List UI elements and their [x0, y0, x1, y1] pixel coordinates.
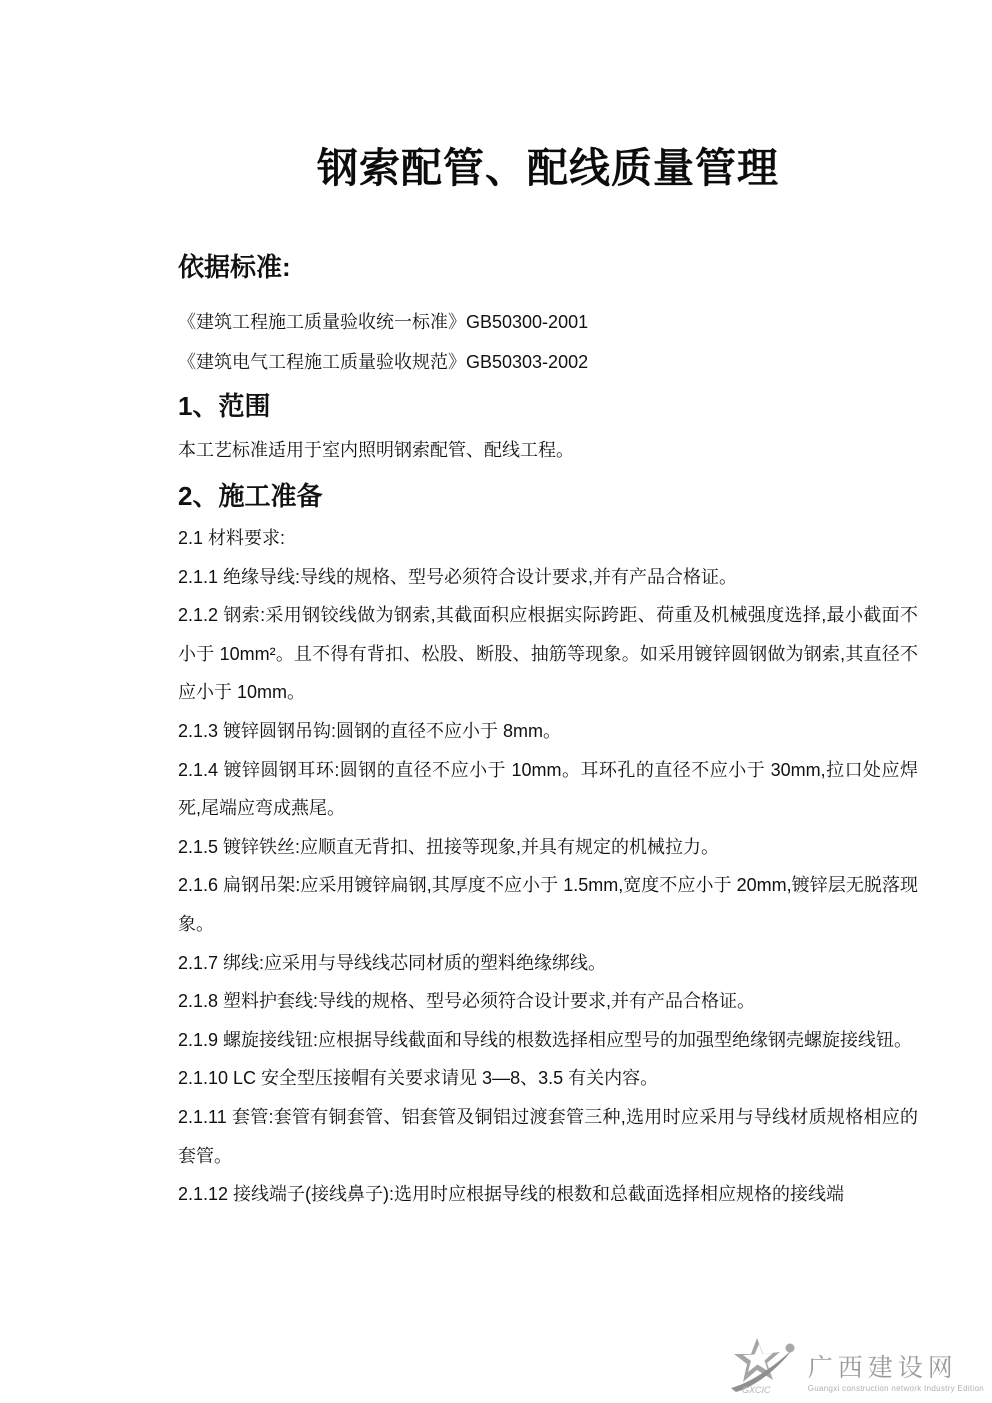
preparation-paragraphs	[178, 519, 918, 1214]
document-title: 钢索配管、配线质量管理	[317, 145, 779, 191]
paragraph-2-1-1: 2.1.1 绝缘导线:导线的规格、型号必须符合设计要求,并有产品合格证。	[178, 566, 738, 587]
paragraph-2-1-5: 2.1.5 镀锌铁丝:应顺直无背扣、扭接等现象,并具有规定的机械拉力。	[178, 836, 720, 857]
scope-paragraph: 本工艺标准适用于室内照明钢索配管、配线工程。	[178, 440, 574, 460]
section-scope-heading: 1、范围	[178, 391, 271, 421]
site-watermark	[726, 1335, 984, 1395]
brand-name: 广西建设网	[807, 1354, 958, 1382]
brand-subtitle: Guangxi construction network Industry Edition	[807, 1384, 984, 1393]
paragraph-2-1-6: 2.1.6 扁钢吊架:应采用镀锌扁钢,其厚度不应小于 1.5mm,宽度不应小于 20mm,镀锌层无脱落现象。	[178, 875, 918, 934]
document-content	[178, 0, 918, 1214]
brand-text	[808, 1354, 984, 1395]
paragraph-2-1-4: 2.1.4 镀锌圆钢耳环:圆钢的直径不应小于 10mm。耳环孔的直径不应小于 30mm,拉口处应焊死,尾端应弯成燕尾。	[178, 759, 918, 819]
paragraph-2-1-2: 2.1.2 钢索:采用钢铰线做为钢索,其截面积应根据实际跨距、荷重及机械强度选择,最小截面不小于 10mm²。且不得有背扣、松股、断股、抽筋等现象。如采用镀锌圆钢做为钢索,其直径不应小于 10mm。	[178, 605, 918, 703]
paragraph-2-1-7: 2.1.7 绑线:应采用与导线线芯同材质的塑料绝缘绑线。	[178, 952, 607, 973]
standard-ref-1: 《建筑工程施工质量验收统一标准》GB50300-2001	[178, 312, 589, 332]
star-logo-icon	[726, 1335, 804, 1395]
paragraph-2-1-11: 2.1.11 套管:套管有铜套管、铝套管及铜铝过渡套管三种,选用时应采用与导线材质规格相应的套管。	[178, 1106, 918, 1166]
paragraph-2-1-12: 2.1.12 接线端子(接线鼻子):选用时应根据导线的根数和总截面选择相应规格的接线端	[178, 1184, 845, 1205]
standards-heading: 依据标准:	[178, 252, 291, 282]
paragraph-2-1-3: 2.1.3 镀锌圆钢吊钩:圆钢的直径不应小于 8mm。	[178, 720, 562, 741]
paragraph-2-1-8: 2.1.8 塑料护套线:导线的规格、型号必须符合设计要求,并有产品合格证。	[178, 991, 756, 1012]
logo-mark-text: GXCIC	[741, 1385, 771, 1395]
section-preparation-heading: 2、施工准备	[178, 481, 323, 511]
standard-ref-2: 《建筑电气工程施工质量验收规范》GB50303-2002	[178, 352, 589, 372]
standards-list	[178, 302, 918, 382]
paragraph-2-1: 2.1 材料要求:	[178, 528, 286, 548]
paragraph-2-1-9: 2.1.9 螺旋接线钮:应根据导线截面和导线的根数选择相应型号的加强型绝缘钢壳螺旋接线钮。	[178, 1029, 913, 1050]
paragraph-2-1-10: 2.1.10 LC 安全型压接帽有关要求请见 3—8、3.5 有关内容。	[178, 1068, 659, 1089]
